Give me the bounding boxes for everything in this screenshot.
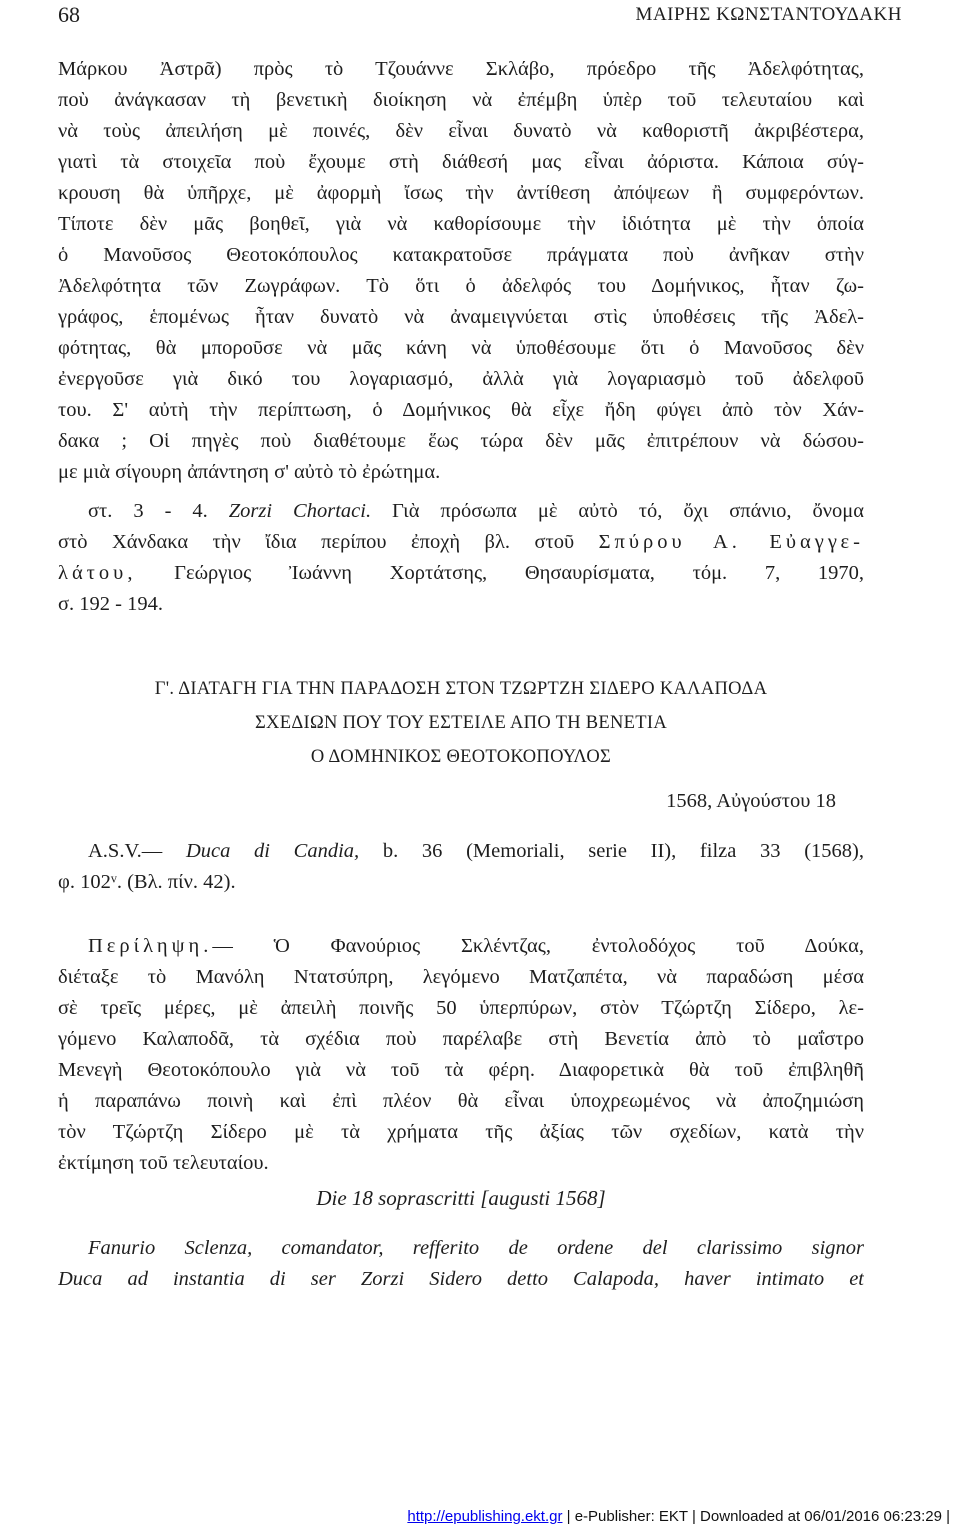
note-author-spaced: λάτου, — [58, 562, 137, 584]
note-author-spaced: Σπύρου Α. Εὐαγγε- — [598, 531, 864, 553]
summary-line: γόμενο Καλαποδᾶ, τὰ σχέδια ποὺ παρέλαβε στὴ Βενετία ἀπὸ τὸ μαΐστρο — [58, 1028, 864, 1050]
source-details: b. 36 (Memoriali, serie II), filza 33 (1568), — [359, 840, 864, 862]
heading-line: ΣΧΕΔΙΩΝ ΠΟΥ ΤΟΥ ΕΣΤΕΙΛΕ ΑΠΟ ΤΗ ΒΕΝΕΤΙΑ — [254, 713, 667, 733]
latin-line: Fanurio Sclenza, comandator, refferito de ordene del clarissimo signor — [88, 1237, 864, 1259]
text-line: ἐνεργοῦσε γιὰ δικό του λογαριασμό, ἀλλὰ γιὰ λογαριασμὸ τοῦ ἀδελφοῦ — [58, 368, 864, 390]
text-line: του. Σ' αὐτὴ τὴν περίπτωση, ὁ Δομήνικος θὰ εἶχε ἤδη φύγει ἀπὸ τὸν Χάν- — [58, 399, 864, 421]
publisher-link[interactable]: http://epublishing.ekt.gr — [407, 1508, 563, 1525]
heading-line: Ο ΔΟΜΗΝΙΚΟΣ ΘΕΟΤΟΚΟΠΟΥΛΟΣ — [310, 747, 612, 767]
summary-label: Περίληψη. — [88, 935, 213, 957]
document-date: 1568, Αὐγούστου 18 — [666, 790, 836, 812]
summary-line: ἡ παραπάνω ποινὴ καὶ ἐπὶ πλέον θὰ εἶναι ὑποχρεωμένος νὰ ἀποζημιώση — [58, 1090, 864, 1112]
text-line: ὁ Μανοῦσος Θεοτοκόπουλος κατακρατοῦσε πράγματα ποὺ ἀνῆκαν στὴν — [58, 244, 864, 266]
summary-line: διέταξε τὸ Μανόλη Ντατσύπρη, λεγόμενο Ματζαπέτα, νὰ παραδώση μέσα — [58, 966, 864, 988]
section-heading — [58, 672, 864, 774]
source-reference — [58, 836, 864, 898]
note-line — [58, 496, 864, 527]
latin-heading: Die 18 soprascritti [augusti 1568] — [316, 1186, 606, 1210]
summary-line: ἐκτίμηση τοῦ τελευταίου. — [58, 1152, 269, 1174]
summary-text: — Ὁ Φανούριος Σκλέντζας, ἐντολοδόχος τοῦ Δούκα, — [212, 935, 864, 957]
note-line — [58, 527, 864, 558]
note-paragraph — [58, 496, 864, 620]
running-title: ΜΑΙΡΗΣ ΚΩΝΣΤΑΝΤΟΥΔΑΚΗ — [635, 4, 902, 25]
source-fond: Duca di Candia, — [185, 840, 360, 862]
note-text: Γεώργιος Ἰωάννη Χορτάτσης, Θησαυρίσματα, τόμ. 7, 1970, — [136, 562, 864, 584]
heading-line: Γ'. ΔΙΑΤΑΓΗ ΓΙΑ ΤΗΝ ΠΑΡΑΔΟΣΗ ΣΤΟΝ ΤΖΩΡΤΖΗ ΣΙΔΕΡΟ ΚΑΛΑΠΟΔΑ — [154, 679, 768, 699]
note-line — [58, 558, 864, 589]
text-line: κρουση θὰ ὑπῆρχε, μὲ ἀφορμὴ ἴσως τὴν ἀντίθεση ἀπόψεων ἢ συμφερόντων. — [58, 182, 864, 204]
page-number: 68 — [58, 2, 80, 27]
summary-line: σὲ τρεῖς μέρες, μὲ ἀπειλὴ ποινῆς 50 ὑπερπύρων, στὸν Τζώρτζη Σίδερο, λε- — [58, 997, 864, 1019]
source-line — [58, 836, 864, 867]
latin-line: Duca ad instantia di ser Zorzi Sidero detto Calapoda, haver intimato et — [58, 1268, 864, 1290]
footer-text: | e-Publisher: EKT | Downloaded at 06/01/2016 06:23:29 | — [562, 1508, 950, 1525]
latin-text — [58, 1233, 864, 1295]
source-line: φ. 102ᵛ. (Βλ. πίν. 42). — [58, 871, 236, 893]
text-line: Ἀδελφότητα τῶν Ζωγράφων. Τὸ ὅτι ὁ ἀδελφός του Δομήνικος, ἦταν ζω- — [58, 275, 864, 297]
text-line: Τίποτε δὲν μᾶς βοηθεῖ, γιὰ νὰ καθορίσουμε τὴν ἰδιότητα μὲ τὴν ὁποία — [58, 213, 864, 235]
text-line: ποὺ ἀνάγκασαν τὴ βενετικὴ διοίκηση νὰ ἐπέμβη ὑπὲρ τοῦ τελευταίου καὶ — [58, 89, 864, 111]
page-header — [58, 2, 902, 32]
note-rest: Γιὰ πρόσωπα μὲ αὐτὸ τό, ὄχι σπάνιο, ὄνομα — [371, 500, 864, 522]
download-footer — [407, 1508, 950, 1525]
text-line: φότητας, θὰ μποροῦσε νὰ μᾶς κάνη νὰ ὑποθέσουμε ὅτι ὁ Μανοῦσος δὲν — [58, 337, 864, 359]
note-prefix: στ. 3 - 4. — [88, 500, 229, 522]
source-archive: A.S.V.— — [88, 840, 186, 862]
summary-paragraph — [58, 931, 864, 1179]
text-line: νὰ τοὺς ἀπειλήση μὲ ποινές, δὲν εἶναι δυνατὸ νὰ καθοριστῆ ἀκριβέστερα, — [58, 120, 864, 142]
text-line: δακα ; Οἱ πηγὲς ποὺ διαθέτουμε ἕως τώρα δὲν μᾶς ἐπιτρέπουν νὰ δώσου- — [58, 430, 864, 452]
text-line: Μάρκου Ἀστρᾶ) πρὸς τὸ Τζουάννε Σκλάβο, πρόεδρο τῆς Ἀδελφότητας, — [58, 58, 864, 80]
summary-line: τὸν Τζώρτζη Σίδερο μὲ τὰ χρήματα τῆς ἀξίας τῶν σχεδίων, κατὰ τὴν — [58, 1121, 864, 1143]
text-line: με μιὰ σίγουρη ἀπάντηση σ' αὐτὸ τὸ ἐρώτημα. — [58, 461, 441, 483]
note-line: σ. 192 - 194. — [58, 593, 164, 615]
text-line: γιατὶ τὰ στοιχεῖα ποὺ ἔχουμε στὴ διάθεσή μας εἶναι ἀόριστα. Κάποια σύγ- — [58, 151, 864, 173]
note-italic-name: Zorzi Chortaci. — [228, 500, 372, 522]
note-text: στὸ Χάνδακα τὴν ἴδια περίπου ἐποχὴ βλ. στοῦ — [58, 531, 599, 553]
summary-line: Μενεγὴ Θεοτοκόπουλο γιὰ νὰ τοῦ τὰ φέρη. Διαφορετικὰ θὰ τοῦ ἐπιβληθῆ — [58, 1059, 864, 1081]
summary-line — [58, 931, 864, 962]
paragraph-main — [58, 54, 864, 488]
text-line: γράφος, ἑπομένως ἦταν δυνατὸ νὰ ἀναμειγνύεται στὶς ὑποθέσεις τῆς Ἀδελ- — [58, 306, 864, 328]
